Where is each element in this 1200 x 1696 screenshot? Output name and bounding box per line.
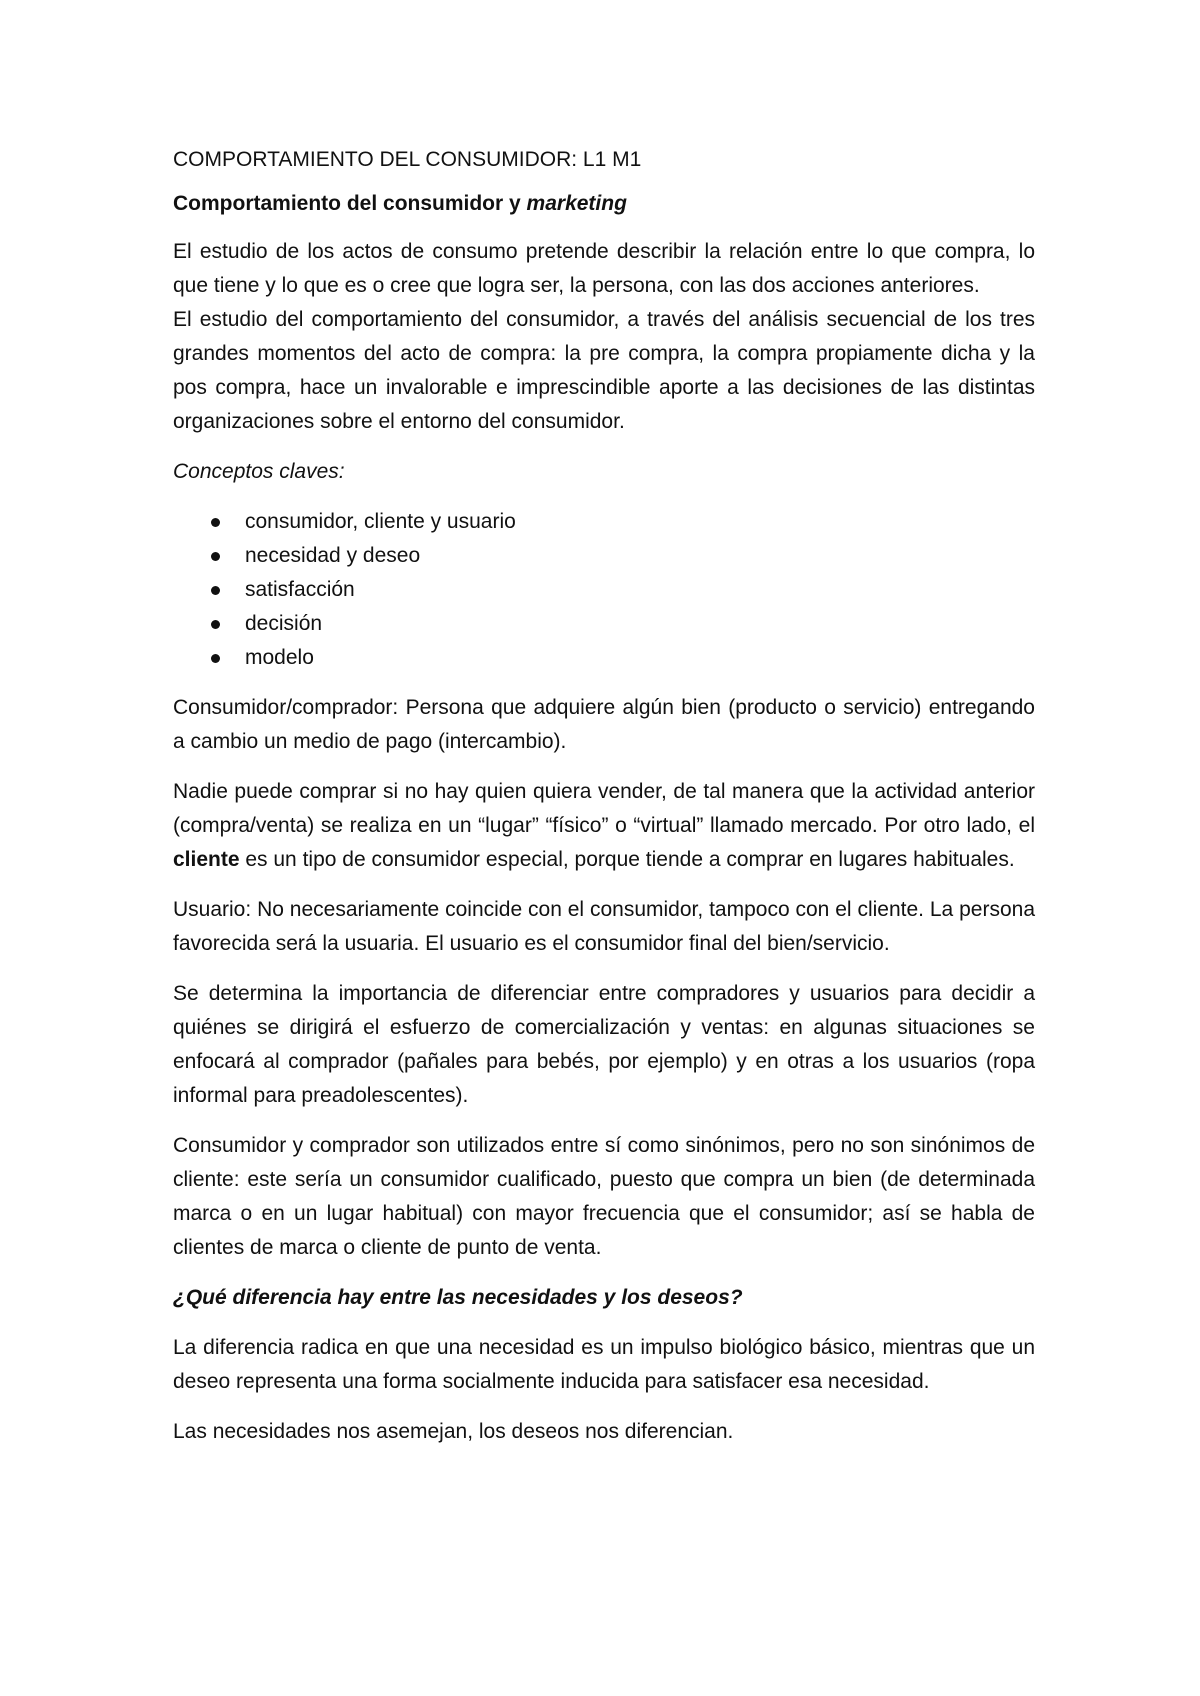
bullet-icon [211, 518, 220, 527]
section-heading [173, 187, 1035, 221]
intro-paragraph-2: El estudio del comportamiento del consumidor, a través del análisis secuencial de los tres grandes momentos del acto de compra: la pre compra, la compra propiamente dicha y la pos compra, hace un invalorable e imprescindible aporte a las decisiones de las distintas organizaciones sobre el entorno del consumidor. [173, 308, 1035, 433]
list-item [173, 573, 1035, 607]
bullet-icon [211, 620, 220, 629]
section-heading-italic: marketing [526, 192, 627, 215]
question-heading: ¿Qué diferencia hay entre las necesidades y los deseos? [173, 1286, 743, 1309]
market-text-before: Nadie puede comprar si no hay quien quiera vender, de tal manera que la actividad anterior (compra/venta) se realiza en un “lugar” “físico” o “virtual” llamado mercado. Por otro lado, el [173, 780, 1035, 837]
bullet-icon [211, 586, 220, 595]
document-title: COMPORTAMIENTO DEL CONSUMIDOR: L1 M1 [173, 148, 642, 171]
list-item-text: satisfacción [245, 578, 355, 601]
market-text-after: es un tipo de consumidor especial, porque tiende a comprar en lugares habituales. [239, 848, 1015, 871]
consumer-definition: Consumidor/comprador: Persona que adquiere algún bien (producto o servicio) entregando a cambio un medio de pago (intercambio). [173, 696, 1035, 753]
concepts-list [173, 505, 1035, 675]
list-item-text: consumidor, cliente y usuario [245, 510, 516, 533]
closing-paragraph: Las necesidades nos asemejan, los deseos nos diferencian. [173, 1420, 734, 1443]
section-heading-main: Comportamiento del consumidor y [173, 192, 527, 215]
market-paragraph [173, 775, 1035, 877]
concepts-label: Conceptos claves: [173, 460, 345, 483]
list-item [173, 607, 1035, 641]
cliente-term: cliente [173, 848, 240, 871]
answer-paragraph: La diferencia radica en que una necesidad es un impulso biológico básico, mientras que un deseo representa una forma socialmente inducida para satisfacer esa necesidad. [173, 1336, 1035, 1393]
bullet-icon [211, 552, 220, 561]
document-body [173, 143, 1035, 1465]
list-item-text: modelo [245, 646, 314, 669]
user-definition: Usuario: No necesariamente coincide con el consumidor, tampoco con el cliente. La persona favorecida será la usuaria. El usuario es el consumidor final del bien/servicio. [173, 898, 1035, 955]
list-item-text: necesidad y deseo [245, 544, 421, 567]
list-item [173, 505, 1035, 539]
list-item-text: decisión [245, 612, 323, 635]
list-item [173, 539, 1035, 573]
intro-paragraph-1: El estudio de los actos de consumo pretende describir la relación entre lo que compra, lo que tiene y lo que es o cree que logra ser, la persona, con las dos acciones anteriores. [173, 240, 1035, 297]
bullet-icon [211, 654, 220, 663]
list-item [173, 641, 1035, 675]
synonyms-paragraph: Consumidor y comprador son utilizados entre sí como sinónimos, pero no son sinónimos de cliente: este sería un consumidor cualificado, puesto que compra un bien (de determinada marca o en un lugar habitual) con mayor frecuencia que el consumidor; así se habla de clientes de marca o cliente de punto de venta. [173, 1134, 1035, 1259]
importance-paragraph: Se determina la importancia de diferenciar entre compradores y usuarios para decidir a quiénes se dirigirá el esfuerzo de comercialización y ventas: en algunas situaciones se enfocará al comprador (pañales para bebés, por ejemplo) y en otras a los usuarios (ropa informal para preadolescentes). [173, 982, 1035, 1107]
